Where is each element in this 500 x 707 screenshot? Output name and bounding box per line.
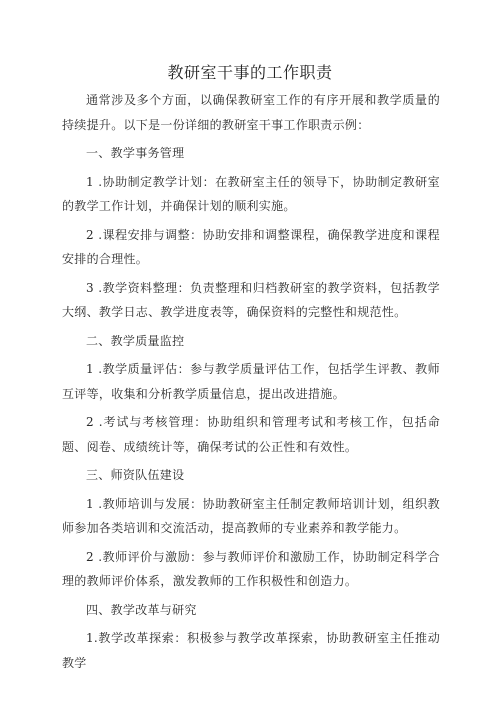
- list-item: 2 .考试与考核管理：协助组织和管理考试和考核工作，包括命题、阅卷、成绩统计等，确保考试的公正性和有效性。: [62, 415, 440, 454]
- list-item: 1 .教师培训与发展：协助教研室主任制定教师培训计划，组织教师参加各类培训和交流活动，提高教师的专业素养和教学能力。: [62, 496, 440, 535]
- list-item: 1 .协助制定教学计划：在教研室主任的领导下，协助制定教研室的教学工作计划，并确保计划的顺利实施。: [62, 174, 440, 213]
- list-item: 2 .课程安排与调整：协助安排和调整课程，确保教学进度和课程安排的合理性。: [62, 227, 440, 266]
- page-title: 教研室干事的工作职责: [167, 63, 333, 82]
- list-item: 3 .教学资料整理：负责整理和归档教研室的教学资料，包括教学大纲、教学日志、教学进度表等，确保资料的完整性和规范性。: [62, 280, 440, 319]
- document-body: [62, 88, 440, 679]
- intro-paragraph: 通常涉及多个方面，以确保教研室工作的有序开展和教学质量的持续提升。以下是一份详细的教研室干事工作职责示例：: [62, 93, 440, 132]
- section-heading: 二、教学质量监控: [86, 333, 185, 348]
- section-heading: 一、教学事务管理: [86, 146, 185, 160]
- list-item: 1.教学改革探索：积极参与教学改革探索，协助教研室主任推动教学: [62, 631, 440, 670]
- section-heading: 三、师资队伍建设: [86, 468, 185, 482]
- list-item: 2 .教师评价与激励：参与教师评价和激励工作，协助制定科学合理的教师评价体系，激发教师的工作积极性和创造力。: [62, 549, 440, 588]
- section-heading: 四、教学改革与研究: [86, 602, 197, 617]
- list-item: 1 .教学质量评估：参与教学质量评估工作，包括学生评教、教师互评等，收集和分析教学质量信息，提出改进措施。: [62, 362, 440, 401]
